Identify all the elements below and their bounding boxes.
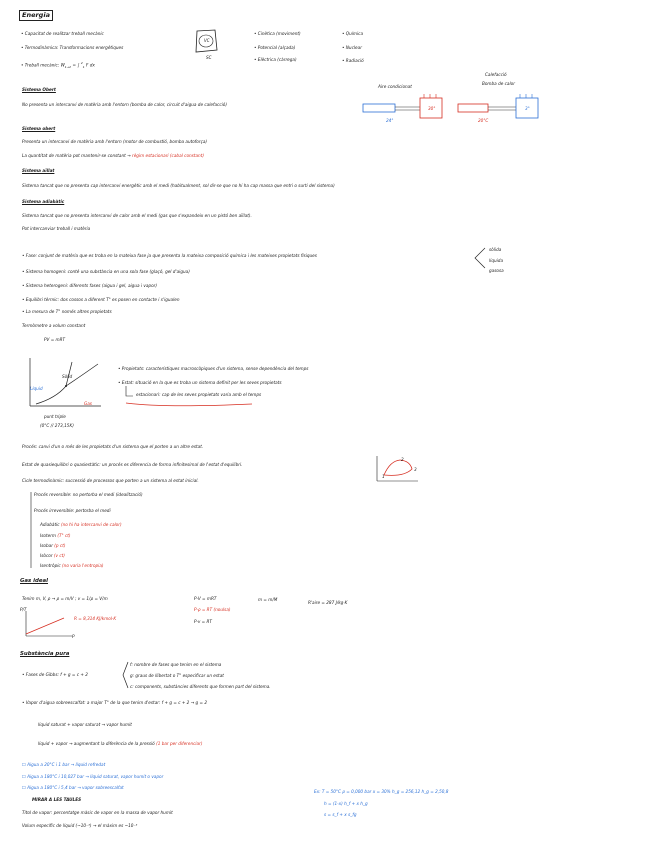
phase-state: gasosa — [489, 268, 504, 273]
lim-top: 2 — [80, 61, 83, 65]
formula: PV = mRT — [44, 337, 66, 342]
work-label: • Treball mecànic: W — [21, 62, 65, 68]
definition: Cicle termodinàmic: successió de processos que porten a un sistema al estat inicial. — [22, 478, 199, 483]
brace — [120, 660, 130, 690]
subtype-name: Isòcor — [40, 553, 53, 558]
integral: = ∫ — [72, 62, 80, 68]
energy-type: • Química — [342, 31, 364, 36]
process-type: Procés irreversible: pertorba el medi — [34, 508, 111, 513]
phase-label: Líquid — [30, 386, 43, 391]
section-heading: Sistema adiabàtic — [22, 199, 65, 204]
definition: Pot intercanviar treball i matèria — [22, 226, 91, 231]
example: Ex: T = 50°C ρ = 0,000 bar x = 30% h_g = 256,12 h_g = 2,50,8 — [314, 789, 449, 794]
definition: Sistema tancat que no presenta intercanvi de calor amb el medi (gas que s'expandeix en un pistó ben aïllat). — [22, 213, 252, 218]
process-subtype — [40, 553, 65, 558]
process-subtype — [40, 533, 71, 538]
intro-line: • Termodinàmica: Transformacions energètiques — [21, 45, 124, 50]
definition: Procés: canvi d'un o més de les propietats d'un sistema que el porten a un altre estat. — [22, 444, 204, 449]
page-title: Energia — [19, 10, 53, 21]
slope-label: R = 8,314 KJ/kmol·K — [74, 616, 117, 621]
cycle-point: 3 — [414, 467, 417, 472]
gibbs-var: f: nombre de fases que tenim en el sistema — [130, 662, 222, 667]
work-sub: 1→2 — [64, 65, 72, 70]
definition-text: líquid + vapor → augmentant la diferència de la pressió — [38, 741, 155, 746]
subtype-note: (v ct) — [53, 553, 65, 558]
gibbs-var: c: components, substàncies diferents que formen part del sistema. — [130, 684, 271, 689]
definition: • La mesura de T° només altres propietats — [22, 309, 112, 314]
process-subtype — [40, 563, 104, 568]
highlight-text: (1 bar per diferenciar) — [156, 741, 203, 746]
subtype-name: Isobar — [40, 543, 53, 548]
energy-type: • Radiació — [342, 58, 364, 63]
section-heading: Sistema Obert — [22, 87, 56, 92]
red-underline — [124, 400, 254, 410]
brace — [473, 246, 487, 270]
formula: m = m/M — [258, 597, 278, 602]
process-type: Procés reversible: no pertorba el medi (idealització) — [34, 492, 143, 497]
subtype-name: Adiabàtic — [40, 522, 60, 527]
cycle-point: 2 — [401, 457, 404, 462]
formula: P·v = RT — [194, 619, 212, 624]
energy-type: • Nuclear — [342, 45, 362, 50]
example: h = (1-x) h_f + x h_g — [324, 801, 368, 806]
branch-arrow — [124, 385, 134, 399]
definition: Sistema tancat que no presenta cap intercanvi energètic amb el medi (habitualment, sol dir-se que no hi ha cap massa que entri o surti del sistema) — [22, 183, 335, 188]
section-heading: Substància pura — [20, 651, 70, 657]
highlight-text: règim estacionari (cabal constant) — [131, 153, 204, 158]
definition: • Equilibri tèrmic: dos cossos a diferent T° es posen en contacte i s'igualen — [22, 297, 180, 302]
phase-state: sòlida — [489, 247, 502, 252]
energy-type: • Elèctrica (càrrega) — [254, 57, 297, 62]
definition: Títol de vapor: percentatge màsic de vapor en la massa de vapor humit — [22, 810, 173, 815]
definition: Volum específic de líquid (~10⁻³) → el màxim es ~10⁻³ — [22, 823, 138, 828]
example-item: ☐ Aigua a 180°C i 5,4 bar → vapor sobreescalfat — [22, 785, 124, 790]
diagram-label: Aire condicionat — [378, 84, 412, 89]
example-item: ☐ Aigua a 20°C i 1 bar → líquid refredat — [22, 762, 106, 767]
definition: No presenta un intercanvi de matèria amb l'entorn (bomba de calor, circuit d'aigua de calefacció) — [22, 102, 227, 107]
definition: Presenta un intercanvi de matèria amb l'entorn (motor de combustió, bomba autoforça) — [22, 139, 208, 144]
formula: P·V = mRT — [194, 596, 217, 601]
energy-type: • Cinètica (moviment) — [254, 31, 301, 36]
formula — [22, 596, 108, 601]
triple-point-label: punt triple — [44, 414, 66, 419]
section-heading: Sistema obert — [22, 126, 56, 131]
intro-line: • Capacitat de realitzar treball mecànic — [21, 31, 104, 36]
energy-type: • Potencial (alçada) — [254, 45, 296, 50]
temp-label: 30° — [428, 106, 436, 111]
temp-label: 24° — [386, 118, 394, 123]
section-heading: Sistema aïllat — [22, 168, 55, 173]
definition: • Propietats: característiques macroscòpiques d'un sistema, sense dependència del temps — [118, 366, 309, 371]
definition: estacionari: cap de les seves propietats varia amb el temps — [136, 392, 262, 397]
work-formula — [21, 61, 95, 70]
subtype-name: Isoterm — [40, 533, 56, 538]
example: s = s_f + x s_fg — [324, 812, 357, 817]
example-item: ☐ Aigua a 180°C i 10,027 bar → líquid saturat, vapor humit o vapor — [22, 774, 164, 779]
phase-state: líquida — [489, 258, 504, 263]
process-subtype — [40, 543, 65, 548]
temp-label: 20°C — [478, 118, 489, 123]
definition: • Fase: conjunt de matèria que es troba en la mateixa fase ja que presenta la mateixa composició química i les mateixes propietats físiques — [22, 253, 317, 258]
diagram-label: Calefacció — [485, 72, 507, 77]
definition: líquid saturat + vapor saturat → vapor humit — [38, 722, 132, 727]
formula: • Fases de Gibbs: f + g = c + 2 — [22, 672, 88, 677]
pv-t-plot — [24, 610, 74, 640]
definition: • Sistema heterogeni: diferents fases (aigua i gel, aigua i vapor) — [22, 283, 157, 288]
axis-label: P/T — [20, 607, 27, 612]
definition — [38, 741, 202, 746]
temp-label: 3° — [525, 106, 530, 111]
subtype-note: (no hi ha intercanvi de calor) — [60, 522, 122, 527]
triple-point-value: (0°C // 273,15K) — [40, 423, 74, 428]
phase-label: Gas — [84, 401, 92, 406]
definition-text: La quantitat de matèria pot mantenir-se constant → — [22, 153, 131, 158]
process-subtype — [40, 522, 122, 527]
cycle-point: 1 — [382, 474, 385, 479]
subtype-note: (p ct) — [54, 543, 66, 548]
formula: R'aire = 287 J/kg·K — [308, 600, 348, 605]
formula-text: Tenim m, V, ρ — [22, 596, 51, 601]
sc-label: SC — [206, 55, 212, 60]
lim-bot: 1 — [82, 65, 85, 70]
definition: • Estat: situació en la que es troba un sistema definit per les seves propietats — [118, 380, 282, 385]
definition: • Vapor d'aigua sobreescalfat: a major T° de la que tenim d'estar: f + g = c + 2 → g = 2 — [22, 700, 208, 705]
formula: P·ρ = RT (noulsa) — [194, 607, 231, 612]
definition — [22, 153, 204, 158]
vc-label: VC — [204, 38, 210, 43]
subtype-note: (T° ct) — [57, 533, 71, 538]
process-tree — [28, 490, 38, 570]
formula-text: → ρ = m/V ; v = 1/ρ = V/m — [51, 596, 108, 601]
subtype-note: (no varia l'entropia) — [62, 563, 104, 568]
section-heading: Gas ideal — [20, 578, 48, 584]
diagram-label: Bomba de calor — [482, 81, 515, 86]
definition: • Sistema homogeni: conté una substància en una sola fase (glaçó, gel d'aigua) — [22, 269, 190, 274]
definition: Estat de quasiequilibri o quasiestàtic: un procés es diferencia de forma infinitesimal de l'estat d'equilibri. — [22, 462, 243, 467]
subtype-name: Isentròpic — [40, 563, 61, 568]
phase-label: Sòlid — [62, 374, 73, 379]
integrand: F dx — [86, 62, 95, 68]
gibbs-var: g: graus de llibertat o T° especificar un estat — [130, 673, 224, 678]
definition: Termòmetre a volum constant — [22, 323, 86, 328]
note: MIRAR A LES TAULES — [32, 797, 82, 802]
axis-label: P — [72, 634, 75, 639]
